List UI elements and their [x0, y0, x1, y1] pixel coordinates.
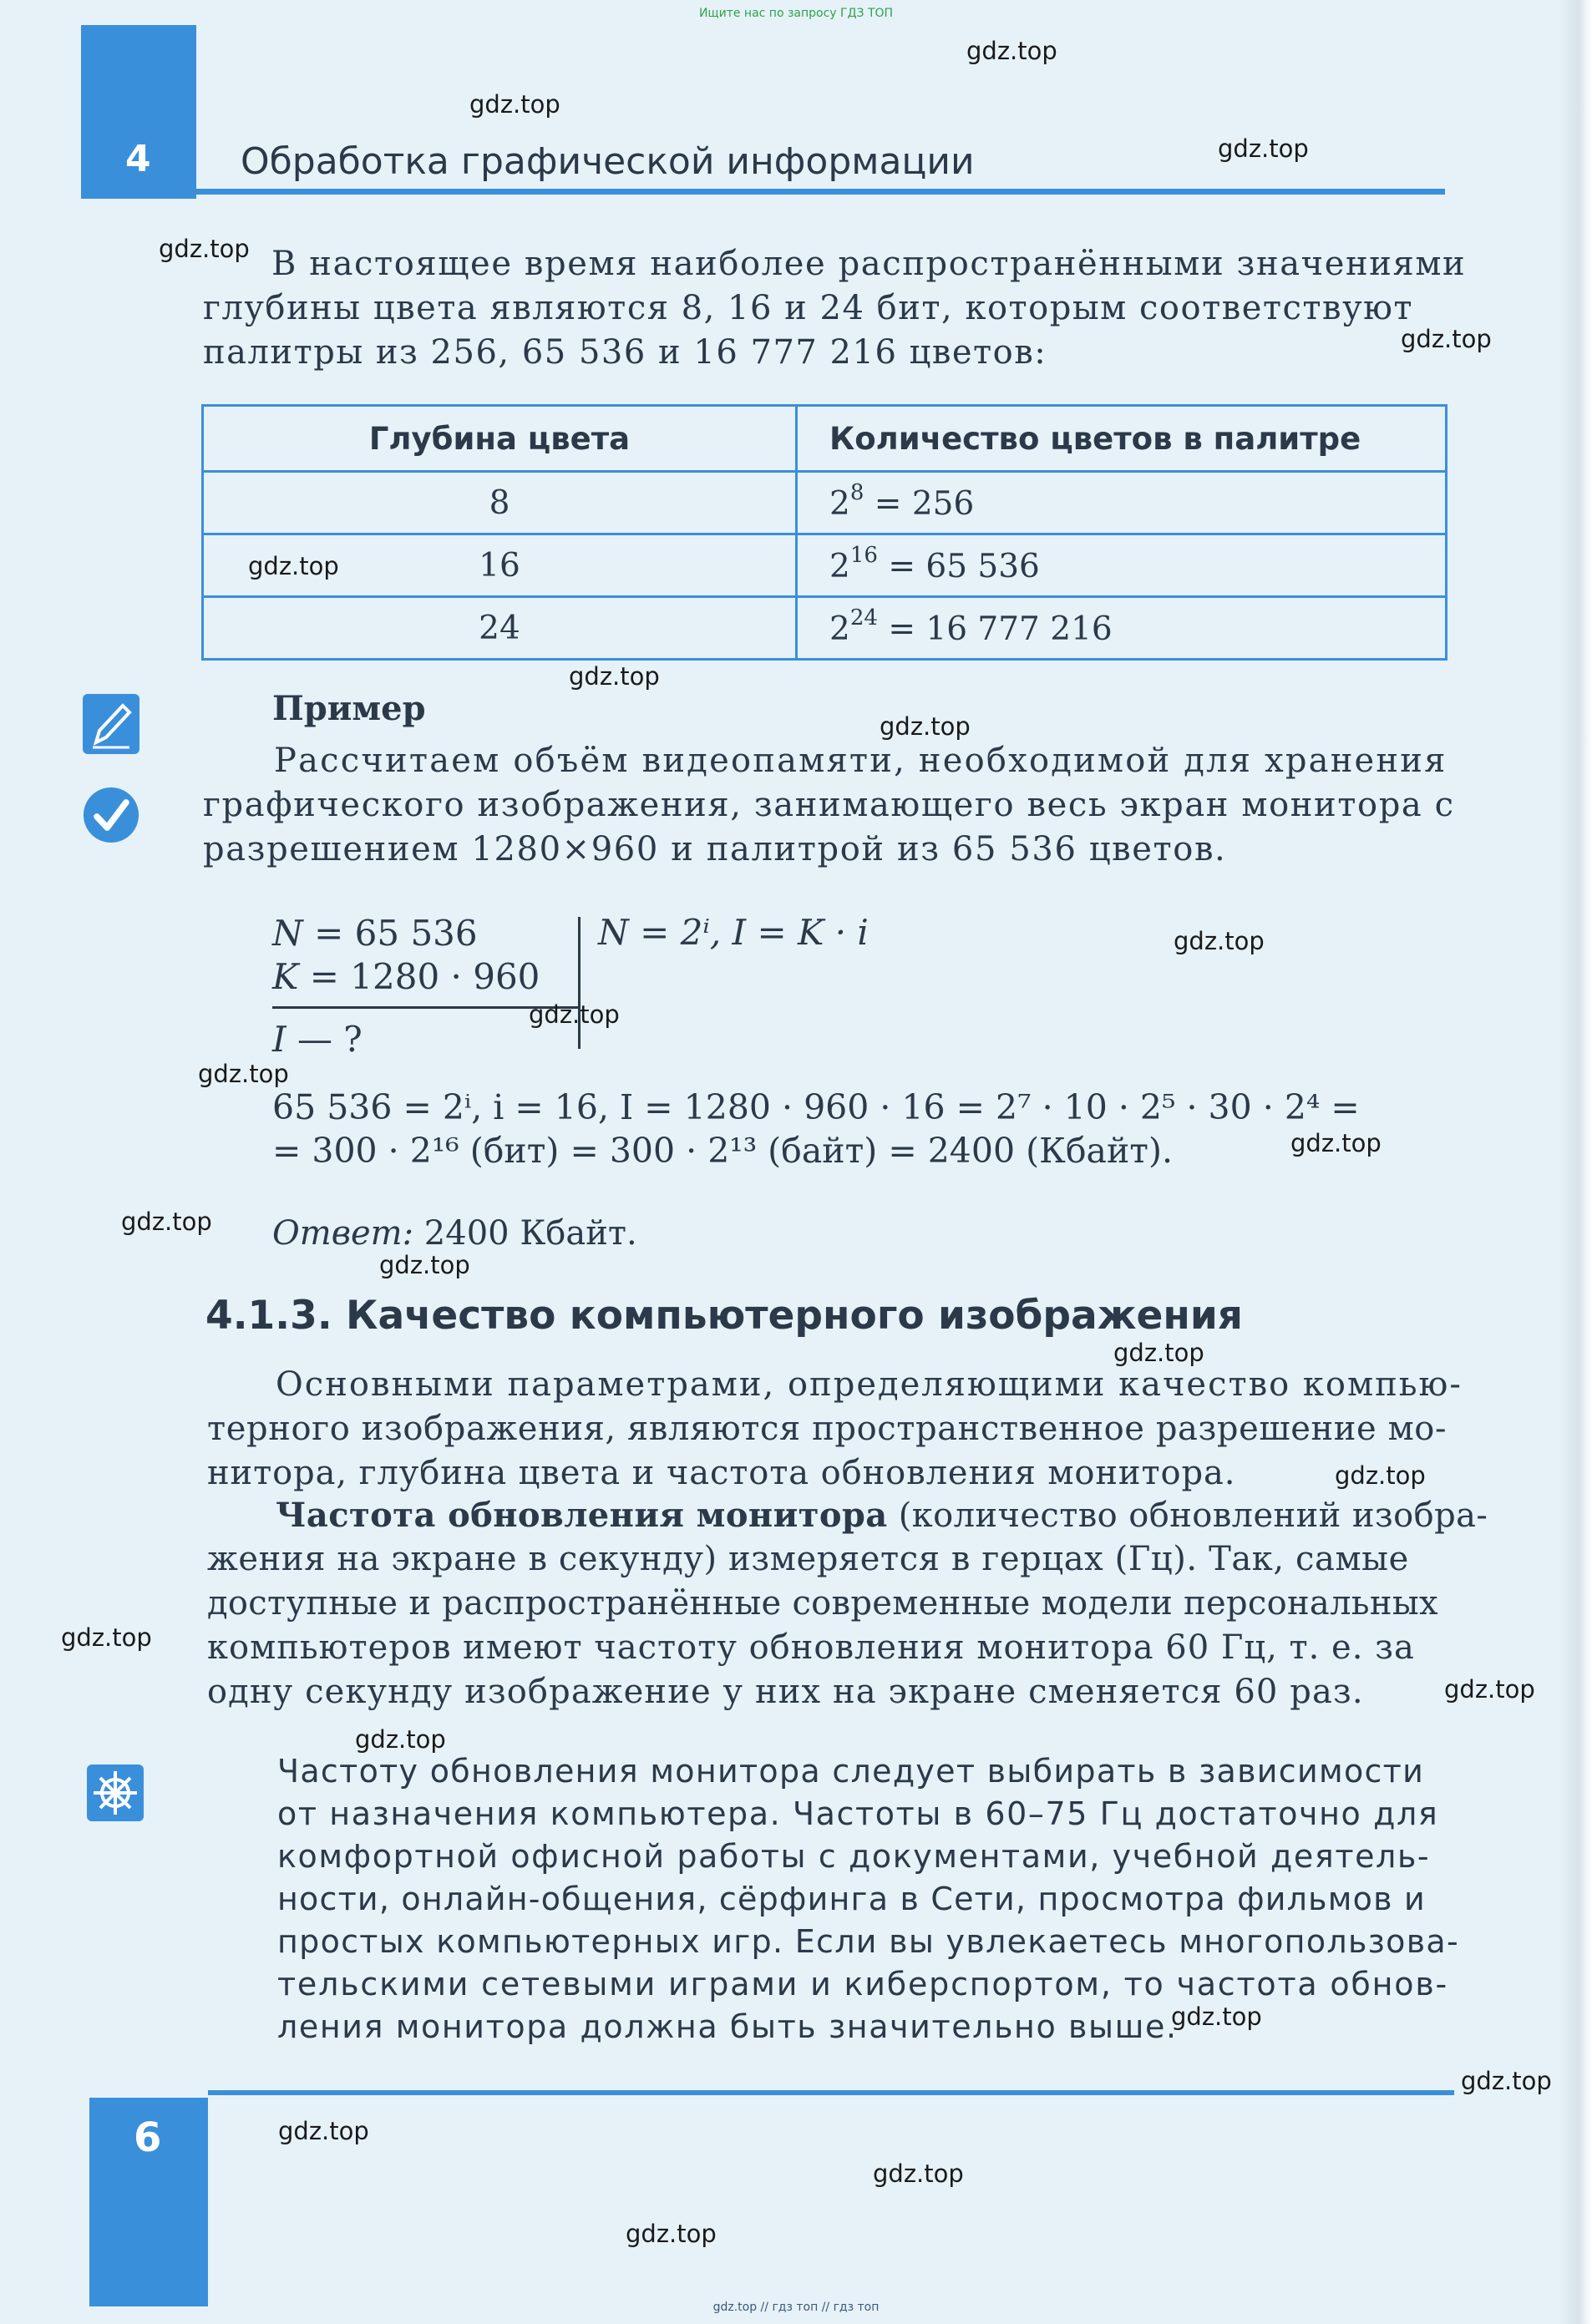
table-cell-depth: 8: [203, 472, 797, 534]
section-paragraph-3: [277, 1750, 1459, 2048]
chapter-title: Обработка графической информации: [241, 140, 975, 183]
watermark: gdz.top: [966, 37, 1057, 65]
chapter-rule: [196, 189, 1445, 195]
watermark: gdz.top: [355, 1725, 446, 1754]
top-banner: Ищите нас по запросу ГДЗ ТОП: [698, 7, 894, 20]
example-text: [203, 739, 1455, 872]
section-title: 4.1.3. Качество компьютерного изображения: [205, 1293, 1243, 1339]
section-line: жения на экране в секунду) измеряется в герцах (Гц). Так, самые: [207, 1540, 1409, 1578]
section-line: от назначения компьютера. Частоты в 60–75 Гц достаточно для: [277, 1795, 1439, 1832]
table-header-row: [203, 406, 1447, 472]
power-value: = 65 536: [877, 547, 1040, 585]
watermark: gdz.top: [1335, 1461, 1426, 1490]
given-k-value: = 1280 · 960: [309, 956, 540, 997]
given-n-value: = 65 536: [314, 913, 478, 954]
watermark: gdz.top: [880, 712, 971, 741]
power-value: = 16 777 216: [877, 610, 1113, 648]
section-line: [207, 1493, 1488, 1537]
power-exponent: 8: [849, 479, 864, 505]
solution-line-2: = 300 · 2¹⁶ (бит) = 300 · 2¹³ (байт) = 2400 (Кбайт).: [272, 1131, 1173, 1171]
given-n-symbol: N: [272, 913, 303, 954]
power-base: 2: [829, 547, 850, 585]
watermark: gdz.top: [626, 2220, 717, 2248]
page-edge-shadow: [1559, 0, 1592, 2324]
given-i: [272, 1019, 363, 1060]
watermark: gdz.top: [248, 552, 339, 580]
page-number: 6: [134, 2114, 162, 2161]
example-line: графического изображения, занимающего весь экран монитора с: [203, 786, 1455, 824]
bottom-banner: gdz.top // гдз топ // гдз топ: [712, 2301, 880, 2314]
watermark: gdz.top: [1113, 1339, 1204, 1367]
intro-line: В настоящее время наиболее распространёнными значениями: [271, 245, 1467, 283]
power-base: 2: [829, 484, 850, 523]
watermark: gdz.top: [469, 90, 560, 119]
example-line: Рассчитаем объём видеопамяти, необходимой для хранения: [274, 742, 1448, 780]
section-line: нитора, глубина цвета и частота обновления монитора.: [207, 1454, 1236, 1492]
section-line: простых компьютерных игр. Если вы увлекаетесь многопользова-: [277, 1923, 1459, 1960]
watermark: gdz.top: [1401, 325, 1492, 353]
section-paragraph-2: [207, 1493, 1488, 1714]
helm-icon: [87, 1763, 144, 1823]
table-cell-depth: 16: [203, 534, 797, 597]
section-line: одну секунду изображение у них на экране сменяется 60 раз.: [207, 1673, 1364, 1711]
section-line: тельскими сетевыми играми и киберспортом, то частота обнов-: [277, 1966, 1449, 2002]
watermark: gdz.top: [1218, 134, 1309, 163]
watermark: gdz.top: [61, 1623, 152, 1652]
example-title: Пример: [272, 689, 426, 728]
section-text: (количество обновлений изобра-: [887, 1496, 1488, 1535]
power-base: 2: [829, 610, 850, 648]
watermark: gdz.top: [159, 235, 250, 263]
footer-rule: [208, 2090, 1454, 2095]
watermark: gdz.top: [569, 662, 660, 691]
table-cell-depth: 24: [203, 597, 797, 660]
watermark: gdz.top: [1444, 1675, 1535, 1704]
table-header-depth: Глубина цвета: [203, 406, 797, 472]
formula-right: N = 2ⁱ, I = K · i: [598, 912, 869, 953]
table-row: [203, 472, 1447, 534]
watermark: gdz.top: [873, 2159, 964, 2188]
answer: [272, 1214, 637, 1253]
table-row: [203, 597, 1447, 660]
given-k-symbol: K: [272, 956, 299, 997]
power-value: = 256: [864, 484, 975, 523]
table-cell-colors: [797, 597, 1447, 660]
watermark: gdz.top: [1290, 1129, 1382, 1157]
intro-line: глубины цвета являются 8, 16 и 24 бит, которым соответствуют: [203, 289, 1414, 327]
checkmark-icon: [83, 785, 139, 845]
given-n: [272, 913, 478, 954]
color-depth-table: [201, 404, 1448, 661]
section-line: Основными параметрами, определяющими качество компью-: [276, 1365, 1463, 1404]
table-row: [203, 534, 1447, 597]
chapter-number: 4: [125, 138, 151, 180]
section-paragraph-1: [207, 1363, 1463, 1496]
watermark: gdz.top: [121, 1208, 212, 1236]
intro-line: палитры из 256, 65 536 и 16 777 216 цветов:: [203, 333, 1047, 372]
section-line: комфортной офисной работы с документами, учебной деятель-: [277, 1838, 1431, 1875]
watermark: gdz.top: [278, 2117, 369, 2145]
section-line: Частоту обновления монитора следует выбирать в зависимости: [277, 1753, 1425, 1790]
table-cell-colors: [797, 472, 1447, 534]
solution-line-1: 65 536 = 2ⁱ, i = 16, I = 1280 · 960 · 16 = 2⁷ · 10 · 2⁵ · 30 · 2⁴ =: [272, 1087, 1360, 1127]
watermark: gdz.top: [1171, 2002, 1262, 2031]
example-line: разрешением 1280×960 и палитрой из 65 536 цветов.: [203, 830, 1227, 868]
answer-label: Ответ:: [272, 1214, 414, 1253]
pencil-icon: [83, 694, 139, 754]
section-line: компьютеров имеют частоту обновления монитора 60 Гц, т. е. за: [207, 1628, 1415, 1667]
section-line: доступные и распространённые современные модели персональных: [207, 1584, 1438, 1623]
table-header-colors: Количество цветов в палитре: [797, 406, 1447, 472]
watermark: gdz.top: [379, 1251, 470, 1279]
given-divider: [578, 917, 581, 1049]
answer-value: 2400 Кбайт.: [413, 1214, 637, 1253]
section-line: терного изображения, являются пространственное разрешение мо-: [207, 1410, 1448, 1448]
term-refresh-rate: Частота обновления монитора: [276, 1496, 888, 1535]
intro-paragraph: [203, 242, 1467, 375]
given-i-value: — ?: [297, 1019, 363, 1060]
power-exponent: 16: [849, 542, 878, 568]
table-cell-colors: [797, 534, 1447, 597]
section-line: ности, онлайн-общения, сёрфинга в Сети, просмотра фильмов и: [277, 1881, 1426, 1917]
given-k: [272, 956, 540, 997]
given-i-symbol: I: [272, 1019, 286, 1060]
watermark: gdz.top: [529, 1000, 620, 1029]
watermark: gdz.top: [1461, 2067, 1552, 2095]
section-line: ления монитора должна быть значительно выше.: [277, 2008, 1178, 2045]
power-exponent: 24: [849, 605, 878, 630]
watermark: gdz.top: [198, 1060, 289, 1088]
watermark: gdz.top: [1174, 927, 1265, 955]
